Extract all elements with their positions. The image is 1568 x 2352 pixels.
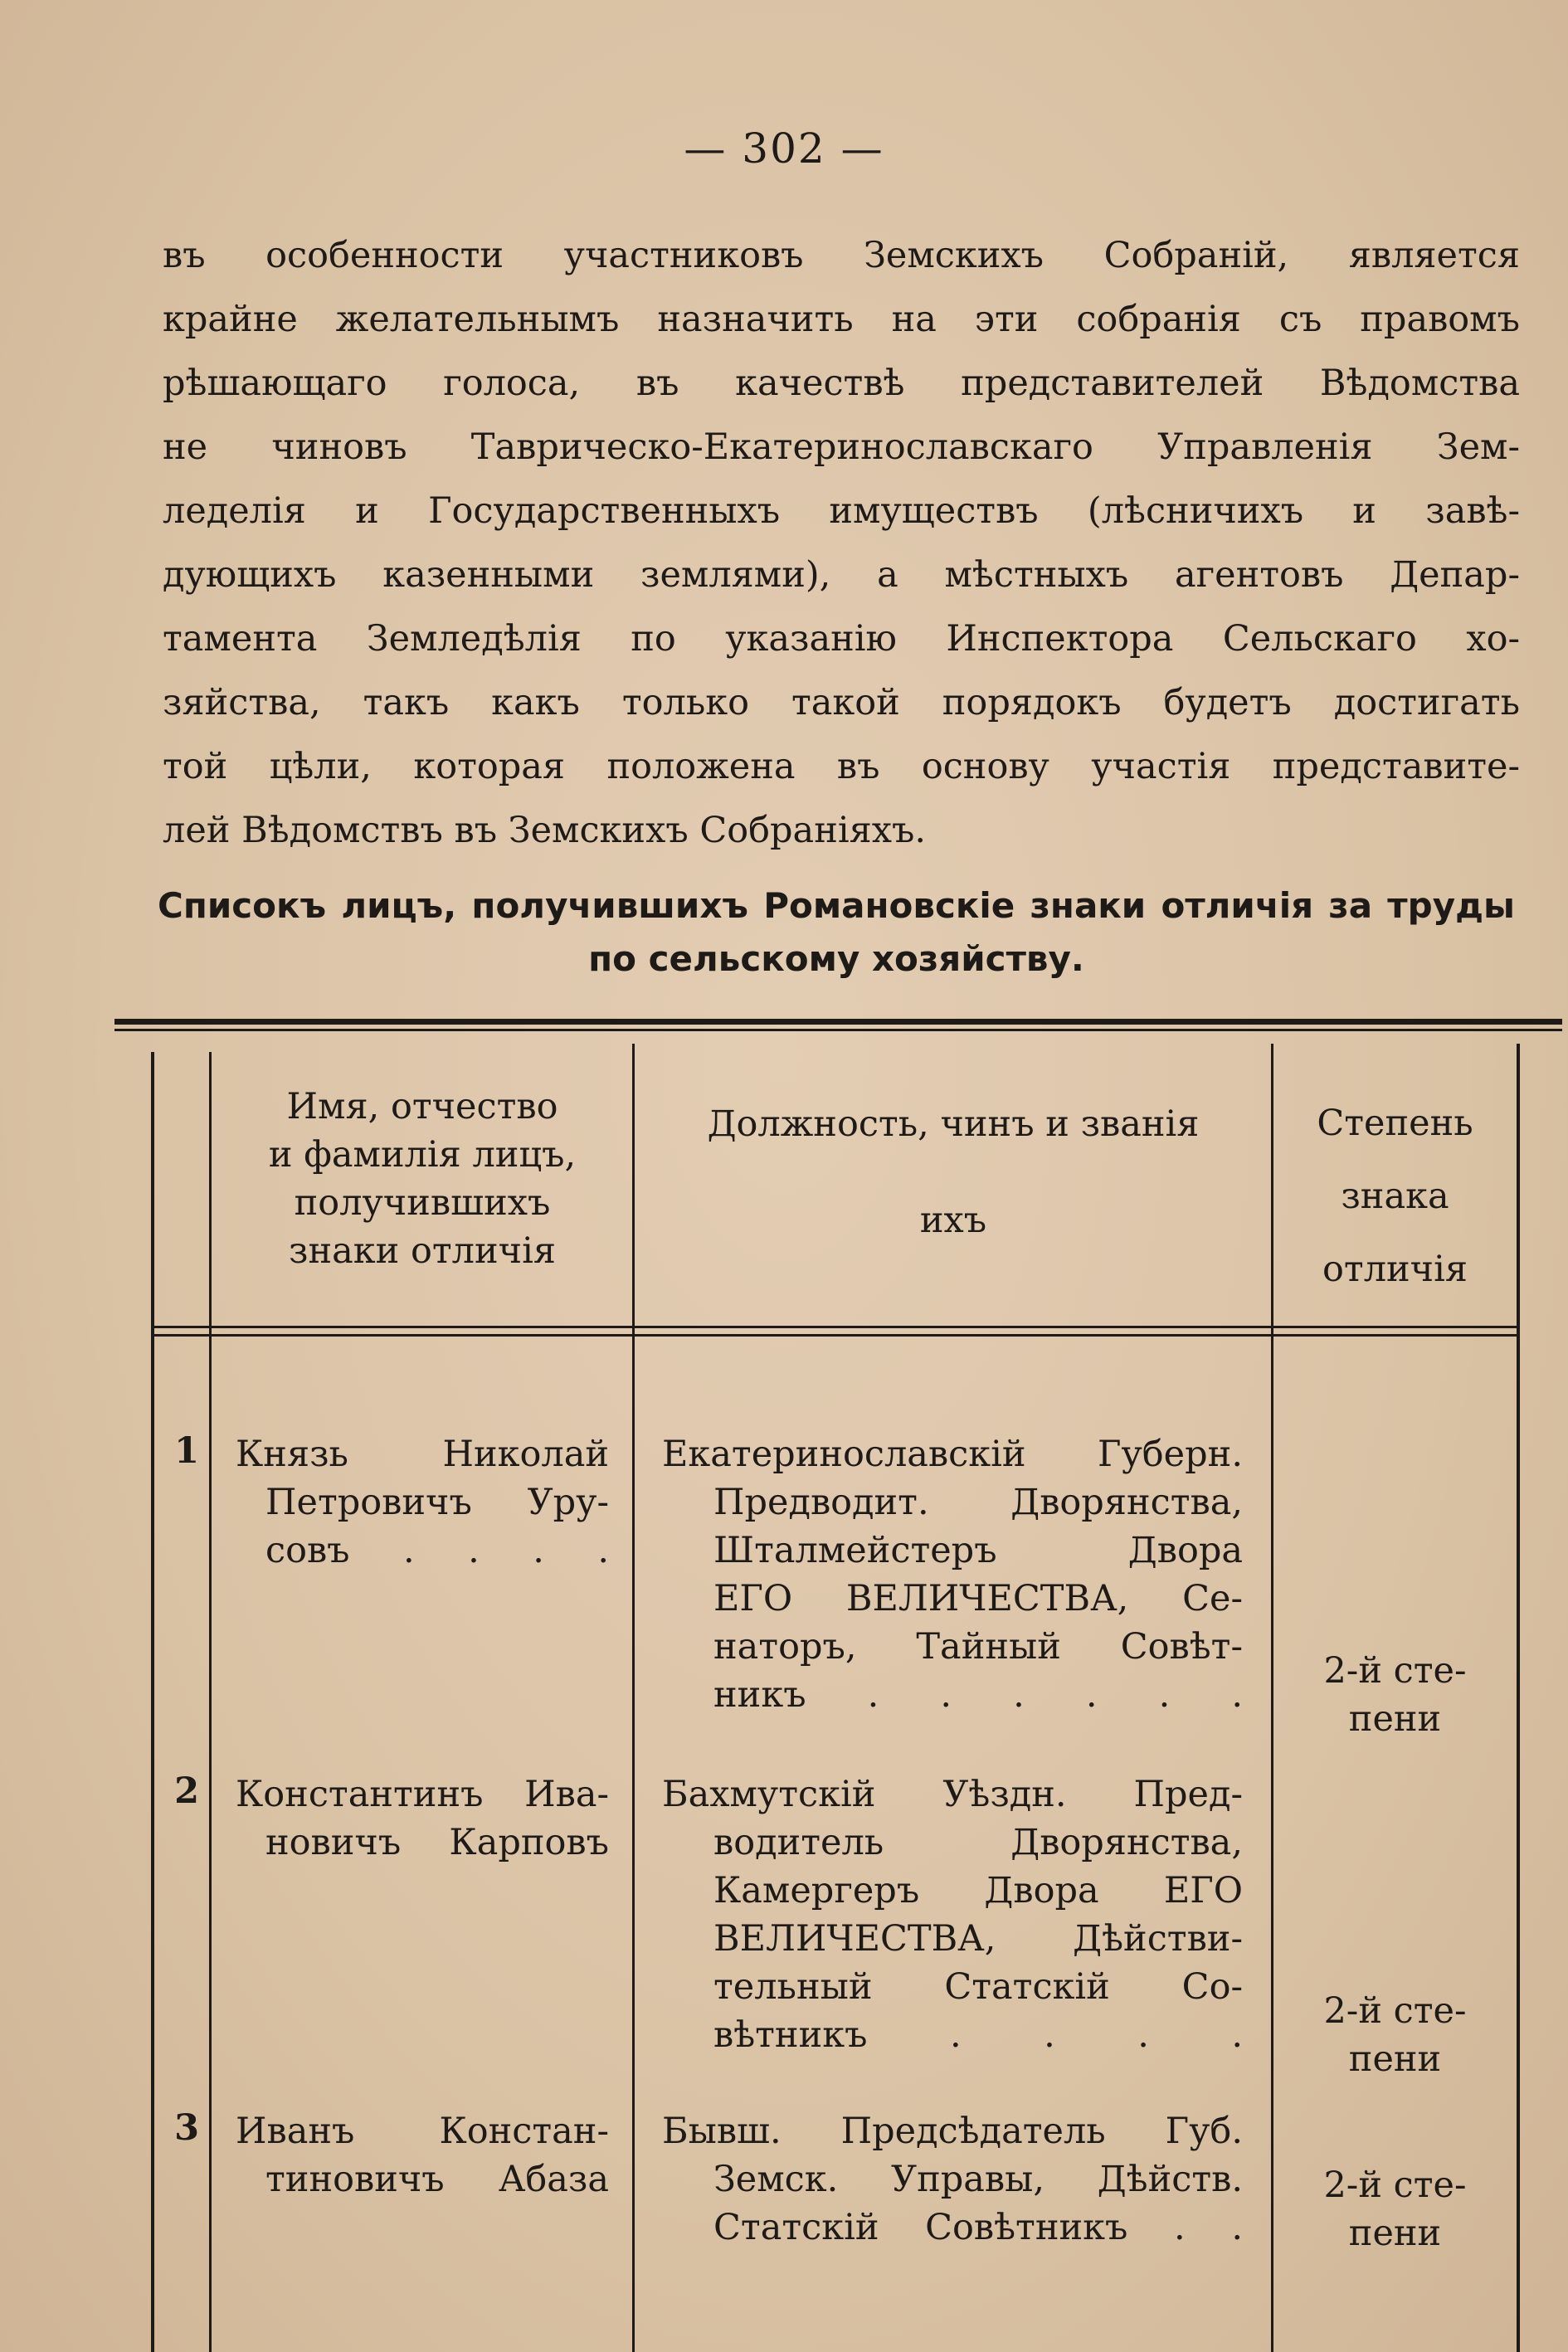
cell-line: 2-й сте- xyxy=(1323,2165,1467,2206)
cell-line: Иванъ Констан- xyxy=(236,2111,609,2152)
row-degree xyxy=(1273,1987,1517,2083)
paragraph-line: леделія и Государственныхъ имуществъ (лѣсничихъ и завѣ- xyxy=(163,490,1520,532)
cell-line: пени xyxy=(1348,2038,1442,2080)
cell-line: Екатеринославскій Губерн. xyxy=(662,1434,1243,1475)
row-name xyxy=(236,1430,609,1575)
header-degree xyxy=(1273,1087,1517,1306)
table-top-rule-thin xyxy=(114,1029,1562,1031)
header-line: знака xyxy=(1341,1176,1449,1217)
row-number: 2 xyxy=(174,1770,199,1812)
row-name xyxy=(236,1770,609,1867)
paragraph-line: той цѣли, которая положена въ основу участія представите- xyxy=(163,746,1520,787)
header-line: ихъ xyxy=(919,1200,987,1241)
cell-line: Предводит. Дворянства, xyxy=(713,1482,1243,1523)
body-paragraph xyxy=(163,224,1520,863)
cell-line: водитель Дворянства, xyxy=(713,1822,1243,1863)
header-separator xyxy=(151,1326,1520,1328)
table-top-rule xyxy=(114,1019,1562,1025)
header-line: Имя, отчество xyxy=(286,1086,558,1127)
row-number: 3 xyxy=(174,2107,199,2149)
cell-line: ЕГО ВЕЛИЧЕСТВА, Се- xyxy=(713,1578,1243,1619)
header-line: Должность, чинъ и званія xyxy=(707,1103,1200,1145)
heading-line: по сельскому хозяйству. xyxy=(588,938,1084,979)
row-position xyxy=(662,1770,1243,2059)
cell-line: Константинъ Ива- xyxy=(236,1774,609,1815)
column-divider xyxy=(151,1052,154,2352)
cell-line: тиновичъ Абаза xyxy=(265,2159,609,2200)
paragraph-line: рѣшающаго голоса, въ качествѣ представителей Вѣдомства xyxy=(163,363,1520,404)
cell-line: 2-й сте- xyxy=(1323,1650,1467,1692)
page-number: — 302 — xyxy=(684,124,884,173)
header-separator-second xyxy=(151,1334,1520,1337)
row-degree xyxy=(1273,2161,1517,2257)
paragraph-line: зяйства, такъ какъ только такой порядокъ будетъ достигать xyxy=(163,682,1520,723)
cell-line: Бывш. Предсѣдатель Губ. xyxy=(662,2111,1243,2152)
cell-line: Бахмутскій Уѣздн. Пред- xyxy=(662,1774,1243,1815)
paragraph-line: крайне желательнымъ назначить на эти собранія съ правомъ xyxy=(163,299,1520,340)
paragraph-line: тамента Земледѣлія по указанію Инспектора Сельскаго хо- xyxy=(163,618,1520,660)
cell-line: пени xyxy=(1348,2213,1442,2254)
cell-line: тельный Статскій Со- xyxy=(713,1966,1243,2008)
column-divider xyxy=(209,1052,212,2352)
section-heading xyxy=(158,879,1515,986)
cell-line: наторъ, Тайный Совѣт- xyxy=(713,1626,1243,1668)
cell-line: вѣтникъ . . . . xyxy=(713,2014,1243,2056)
cell-line: Камергеръ Двора ЕГО xyxy=(713,1870,1243,1911)
cell-line: Петровичъ Уру- xyxy=(265,1482,609,1523)
row-degree xyxy=(1273,1647,1517,1743)
cell-line: никъ . . . . . . xyxy=(713,1674,1243,1716)
header-line: получившихъ xyxy=(294,1182,551,1224)
cell-line: ВЕЛИЧЕСТВА, Дѣйстви- xyxy=(713,1918,1243,1960)
paragraph-line: въ особенности участниковъ Земскихъ Собраній, является xyxy=(163,235,1520,276)
header-line: и фамилія лицъ, xyxy=(268,1134,577,1176)
cell-line: Шталмейстеръ Двора xyxy=(713,1530,1243,1571)
header-line: знаки отличія xyxy=(289,1230,556,1272)
cell-line: пени xyxy=(1348,1698,1442,1740)
cell-line: 2-й сте- xyxy=(1323,1990,1467,2032)
header-name xyxy=(212,1083,632,1275)
cell-line: Князь Николай xyxy=(236,1434,609,1475)
row-position xyxy=(662,2107,1243,2252)
paragraph-line: дующихъ казенными землями), а мѣстныхъ агентовъ Депар- xyxy=(163,554,1520,596)
cell-line: новичъ Карповъ xyxy=(265,1822,609,1863)
cell-line: совъ . . . . xyxy=(265,1530,609,1571)
cell-line: Земск. Управы, Дѣйств. xyxy=(713,2159,1243,2200)
cell-line: Статскій Совѣтникъ . . xyxy=(713,2207,1243,2248)
row-name xyxy=(236,2107,609,2203)
paragraph-line: не чиновъ Таврическо-Екатеринославскаго Управленія Зем- xyxy=(163,426,1520,468)
column-divider xyxy=(1517,1044,1520,2352)
paragraph-line: лей Вѣдомствъ въ Земскихъ Собраніяхъ. xyxy=(163,810,927,851)
header-line: Степень xyxy=(1317,1103,1473,1144)
row-number: 1 xyxy=(174,1430,199,1472)
heading-line: Списокъ лицъ, получившихъ Романовскіе знаки отличія за труды xyxy=(158,885,1515,926)
header-line: отличія xyxy=(1322,1249,1468,1290)
column-divider xyxy=(632,1044,635,2352)
header-position xyxy=(635,1100,1271,1244)
row-position xyxy=(662,1430,1243,1719)
